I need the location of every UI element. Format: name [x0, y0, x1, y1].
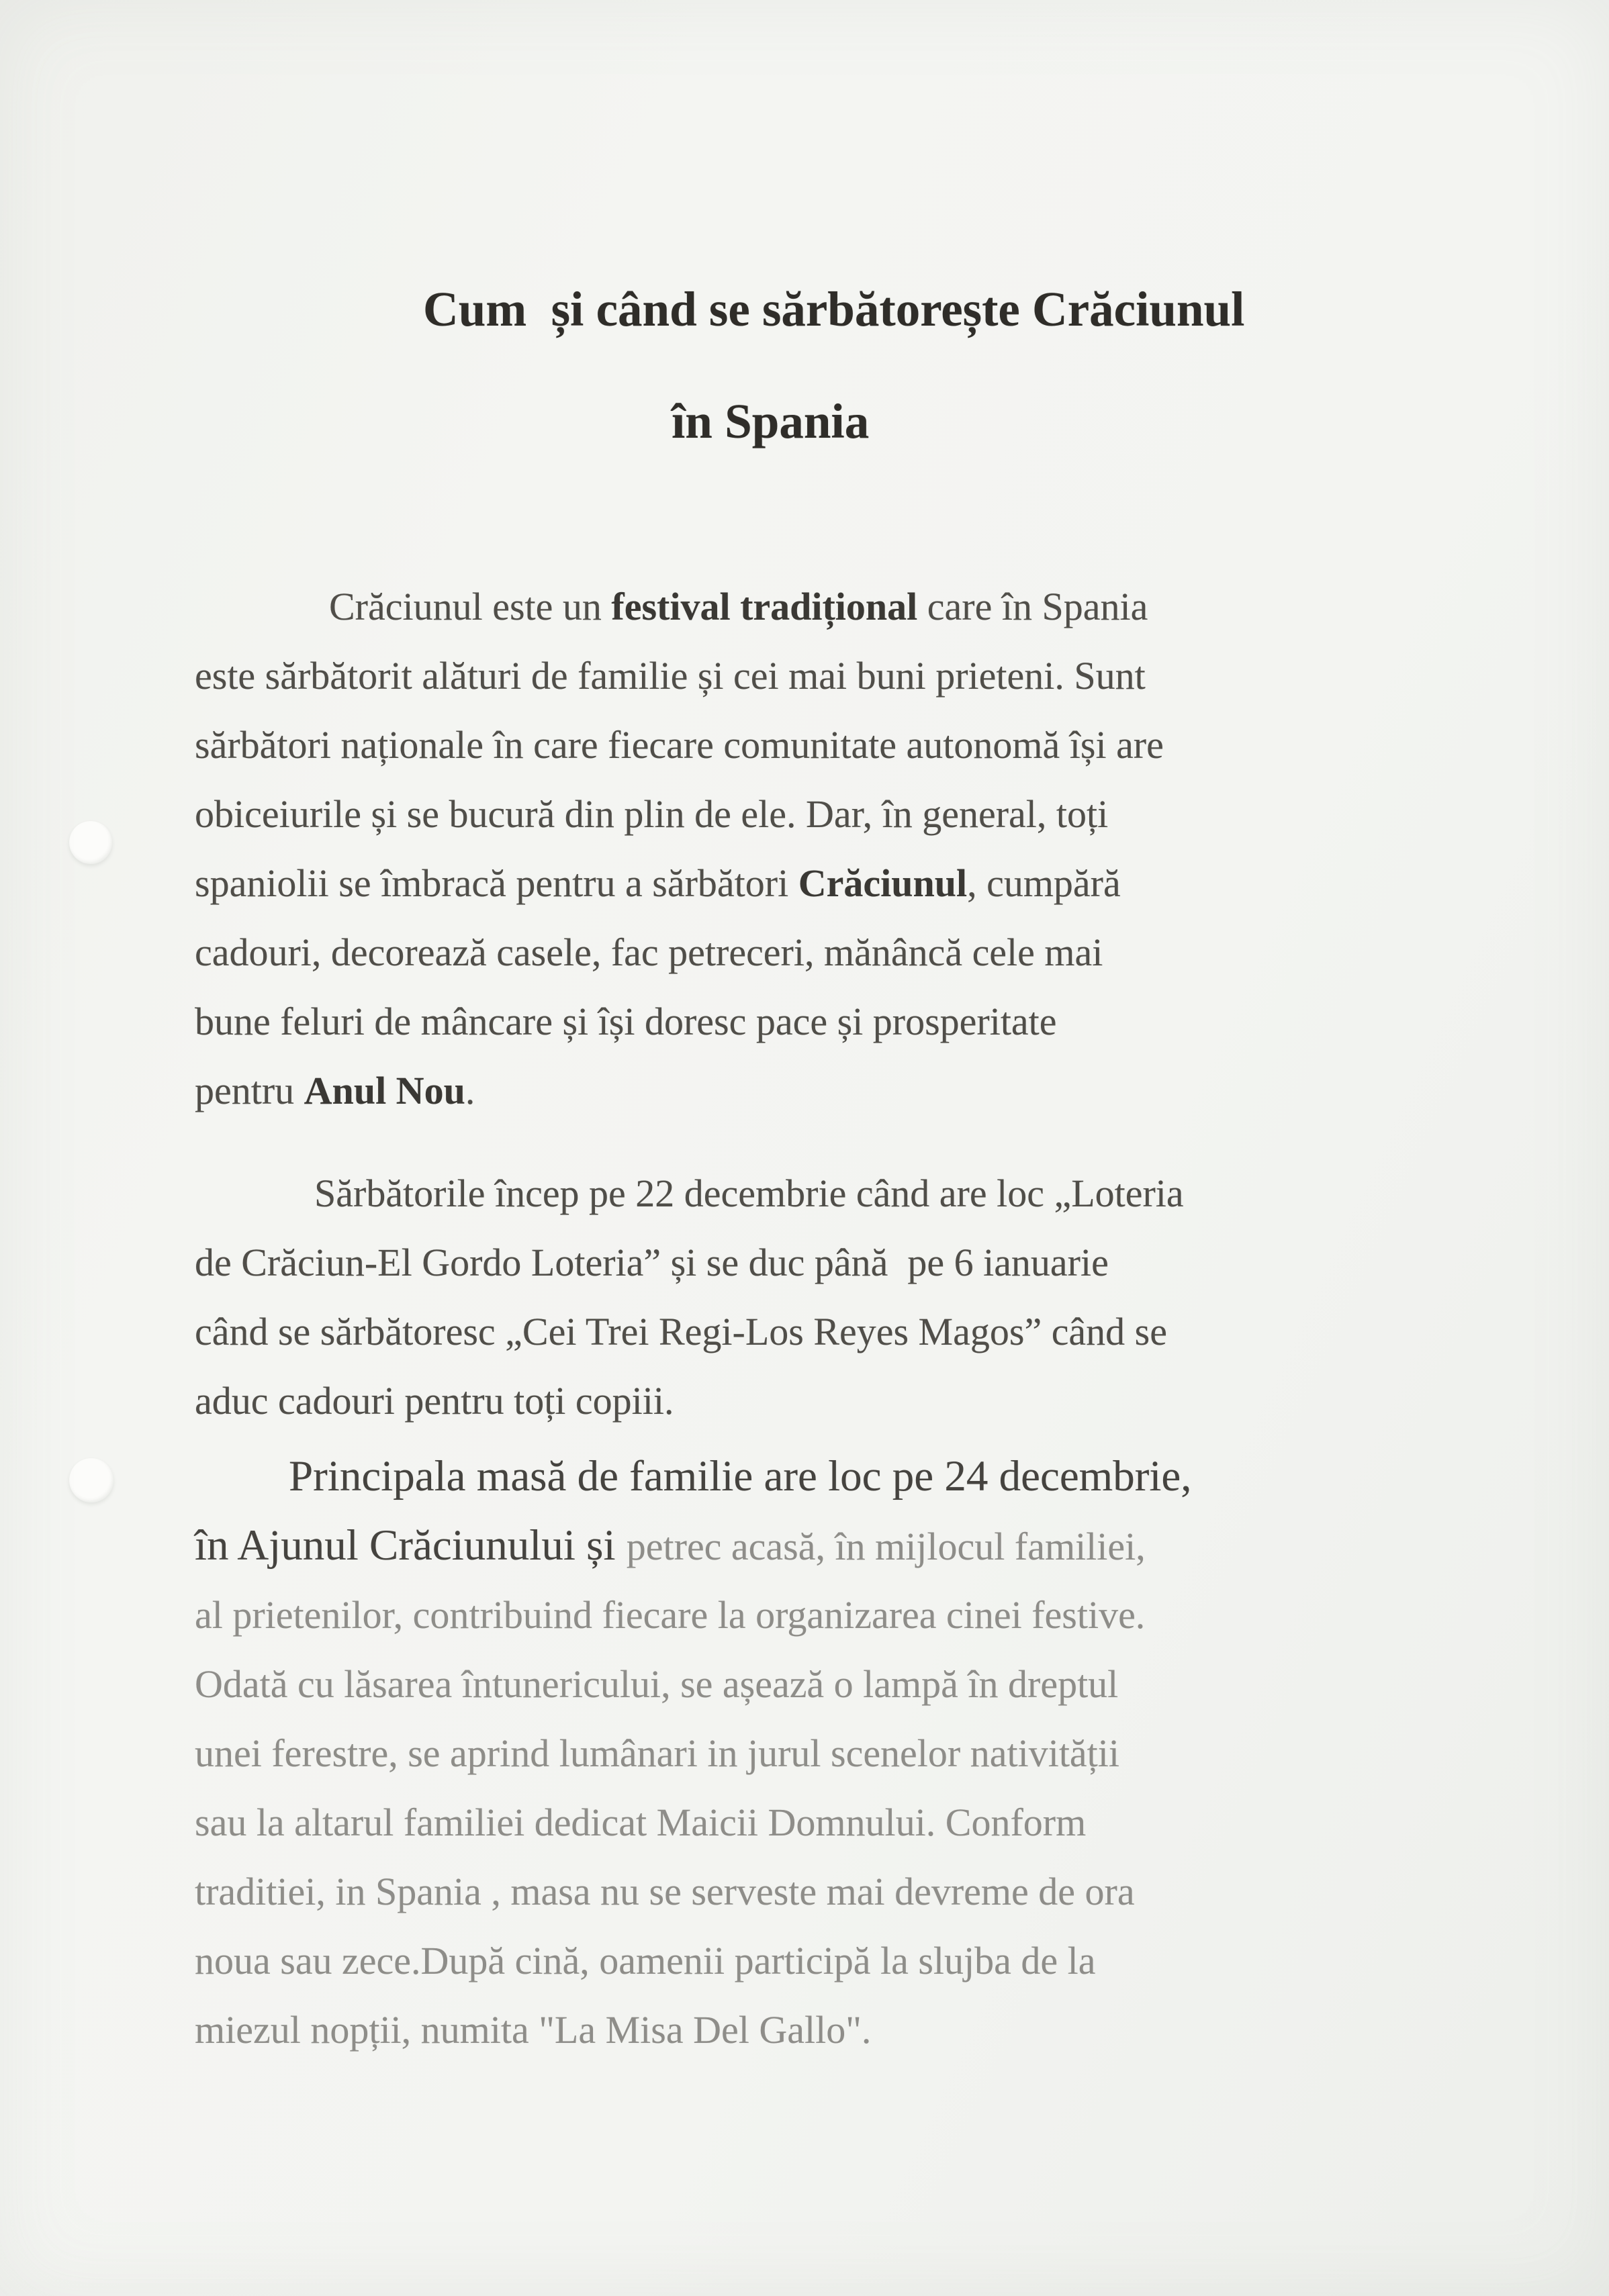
hole-punch-top	[69, 821, 112, 864]
text-segment: Crăciunul este un	[329, 585, 612, 628]
text-segment: Sărbătorile încep pe 22 decembrie când are loc „Loteria	[314, 1171, 1184, 1215]
lead-phrase: în Ajunul Crăciunului și	[195, 1521, 627, 1570]
bold-phrase: festival tradițional	[611, 585, 918, 628]
text-line	[195, 1228, 1451, 1297]
text-line	[195, 1366, 1451, 1435]
text-segment: , cumpără	[967, 861, 1121, 905]
text-line	[195, 1580, 1451, 1649]
bold-phrase: Anul Nou	[304, 1069, 465, 1112]
text-segment: bune feluri de mâncare și își doresc pace și prosperitate	[195, 1000, 1057, 1043]
text-segment: noua sau zece.După cină, oamenii participă la slujba de la	[195, 1939, 1096, 1982]
text-segment: Odată cu lăsarea întunericului, se așează o lampă în dreptul	[195, 1662, 1119, 1706]
text-line	[195, 1788, 1451, 1857]
text-line	[195, 1442, 1451, 1511]
text-segment: spaniolii se îmbracă pentru a sărbători	[195, 861, 798, 905]
text-segment: este sărbătorit alături de familie și cei mai buni prieteni. Sunt	[195, 654, 1146, 698]
text-segment: unei ferestre, se aprind lumânari in jurul scenelor nativității	[195, 1731, 1120, 1775]
text-line	[195, 779, 1451, 849]
document-title-line-2: în Spania	[672, 394, 870, 448]
text-line	[195, 1511, 1451, 1580]
text-segment: .	[465, 1069, 475, 1112]
paragraph-holidays-period	[195, 1159, 1451, 1435]
text-line	[195, 1926, 1451, 1995]
text-segment: traditiei, in Spania , masa nu se serveste mai devreme de ora	[195, 1870, 1135, 1913]
text-line	[195, 572, 1451, 641]
bold-phrase: Crăciunul	[798, 861, 968, 905]
text-line	[195, 1159, 1451, 1228]
text-segment: obiceiurile și se bucură din plin de ele. Dar, în general, toți	[195, 792, 1109, 836]
text-line	[195, 1995, 1451, 2064]
text-line	[195, 1649, 1451, 1719]
text-segment: sărbători naționale în care fiecare comunitate autonomă își are	[195, 723, 1164, 767]
text-segment: care în Spania	[917, 585, 1148, 628]
text-line	[195, 710, 1451, 779]
text-segment: miezul nopții, numita "La Misa Del Gallo".	[195, 2008, 872, 2052]
hole-punch-bottom	[69, 1458, 113, 1502]
lead-phrase: Principala masă de familie are loc pe 24 decembrie,	[289, 1452, 1192, 1500]
text-line	[195, 1056, 1451, 1125]
text-segment: când se sărbătoresc „Cei Trei Regi-Los Reyes Magos” când se	[195, 1310, 1167, 1353]
text-segment: pentru	[195, 1069, 304, 1112]
text-line	[195, 1719, 1451, 1788]
paragraph-family-dinner	[195, 1442, 1451, 2064]
text-segment: de Crăciun-El Gordo Loteria” și se duc până pe 6 ianuarie	[195, 1241, 1109, 1284]
text-segment: aduc cadouri pentru toți copiii.	[195, 1379, 674, 1423]
text-line	[195, 641, 1451, 710]
text-line	[195, 918, 1451, 987]
text-segment: al prietenilor, contribuind fiecare la organizarea cinei festive.	[195, 1593, 1146, 1637]
text-line	[195, 1297, 1451, 1366]
text-segment: cadouri, decorează casele, fac petreceri, mănâncă cele mai	[195, 930, 1103, 974]
document-title-line-1: Cum și când se sărbătorește Crăciunul	[423, 282, 1245, 336]
paragraph-intro	[195, 572, 1451, 1125]
text-line	[195, 1857, 1451, 1926]
text-line	[195, 987, 1451, 1056]
text-segment: petrec acasă, în mijlocul familiei,	[626, 1525, 1146, 1568]
text-segment: sau la altarul familiei dedicat Maicii Domnului. Conform	[195, 1801, 1087, 1844]
text-line	[195, 849, 1451, 918]
